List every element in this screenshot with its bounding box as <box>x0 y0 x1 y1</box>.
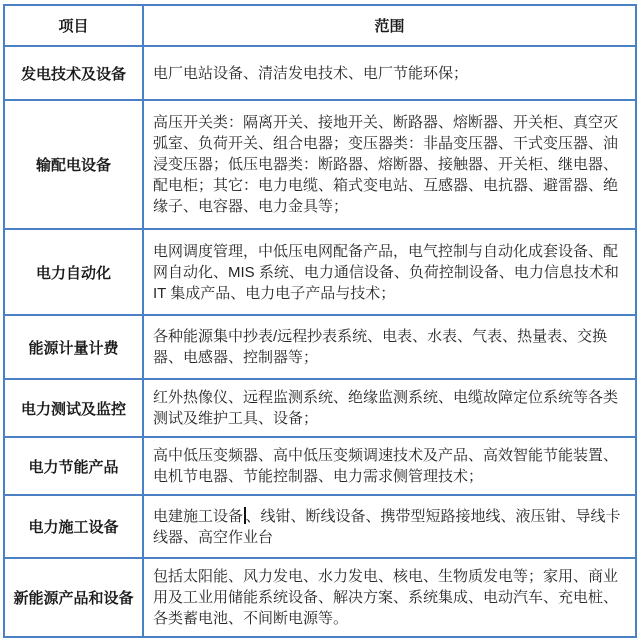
scope-cell: 电网调度管理，中低压电网配备产品，电气控制与自动化成套设备、配网自动化、MIS 系统、电力通信设备、负荷控制设备、电力信息技术和 IT 集成产品、电力电子产品与技术； <box>143 229 636 315</box>
table-row <box>4 495 636 558</box>
table-row <box>4 229 636 315</box>
scope-cell: 红外热像仪、远程监测系统、绝缘监测系统、电缆故障定位系统等各类测试及维护工具、设备； <box>143 379 636 437</box>
item-cell: 新能源产品和设备 <box>4 558 143 637</box>
header-item: 项目 <box>4 5 143 46</box>
header-scope: 范围 <box>143 5 636 46</box>
scope-cell: 包括太阳能、风力发电、水力发电、核电、生物质发电等；家用、商业用及工业用储能系统设备、解决方案、系统集成、电动汽车、充电桩、各类蓄电池、不间断电源等。 <box>143 558 636 637</box>
item-cell: 能源计量计费 <box>4 315 143 379</box>
table-row <box>4 558 636 637</box>
table-row <box>4 379 636 437</box>
item-cell: 电力自动化 <box>4 229 143 315</box>
scope-cell: 高中低压变频器、高中低压变频调速技术及产品、高效智能节能装置、电机节电器、节能控制器、电力需求侧管理技术； <box>143 437 636 495</box>
item-cell: 发电技术及设备 <box>4 46 143 100</box>
table-row <box>4 46 636 100</box>
table-row <box>4 437 636 495</box>
scope-cell: 各种能源集中抄表/远程抄表系统、电表、水表、气表、热量表、交换器、电感器、控制器等； <box>143 315 636 379</box>
exhibition-scope-table <box>3 4 637 638</box>
scope-text-after-cursor: 、线钳、断线设备、携带型短路接地线、液压钳、导线卡线器、高空作业台 <box>153 507 621 546</box>
scope-cell <box>143 495 636 558</box>
scope-cell: 电厂电站设备、清洁发电技术、电厂节能环保； <box>143 46 636 100</box>
scope-cell: 高压开关类：隔离开关、接地开关、断路器、熔断器、开关柜、真空灭弧室、负荷开关、组合电器；变压器类：非晶变压器、干式变压器、油浸变压器；低压电器类：断路器、熔断器、接触器、开关柜、继电器、配电柜；其它：电力电缆、箱式变电站、互感器、电抗器、避雷器、绝缘子、电容器、电力金具等； <box>143 100 636 229</box>
item-cell: 电力节能产品 <box>4 437 143 495</box>
item-cell: 电力施工设备 <box>4 495 143 558</box>
item-cell: 电力测试及监控 <box>4 379 143 437</box>
table-header-row <box>4 5 636 46</box>
table-row <box>4 100 636 229</box>
table-row <box>4 315 636 379</box>
item-cell: 输配电设备 <box>4 100 143 229</box>
scope-text-before-cursor: 电建施工设备 <box>153 507 244 525</box>
